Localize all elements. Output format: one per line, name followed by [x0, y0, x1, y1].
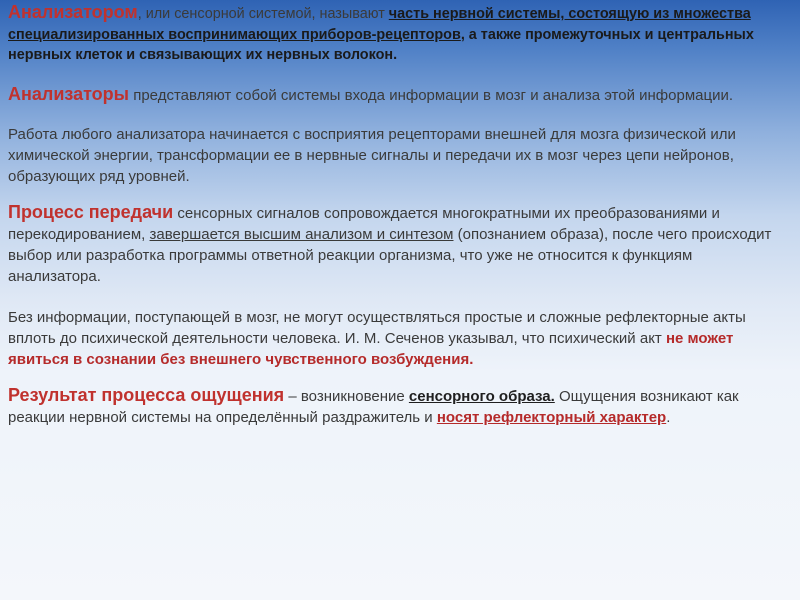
term-analyzers: Анализаторы	[8, 83, 130, 104]
result-emphasis: носят рефлекторный характер	[436, 408, 667, 426]
definition-text-1: , или сенсорной системой, называют	[137, 6, 389, 22]
analyzers-paragraph	[8, 84, 786, 106]
transmission-text-1: сенсорных сигналов сопровождается многократными их преобразованиями и перекодированием,	[8, 204, 720, 243]
sechenov-paragraph	[8, 307, 786, 370]
analyzer-work-paragraph	[8, 124, 786, 187]
definition-text-2: , а также промежуточных и центральных нервных клеток и связывающих их нервных волокон.	[8, 26, 754, 63]
result-paragraph	[8, 385, 786, 428]
transmission-underlined: завершается высшим анализом и синтезом	[149, 225, 454, 243]
analyzers-text: представляют собой системы входа информации в мозг и анализа этой информации.	[129, 86, 734, 104]
term-analyzer: Анализатором	[8, 2, 138, 22]
analyzer-work-text: Работа любого анализатора начинается с восприятия рецепторами внешней для мозга физической или химической энергии, трансформации ее в нервные сигналы и передачи их в мозг через цепи нейронов, образующих ряд уровней.	[8, 125, 736, 185]
definition-underlined: часть нервной системы, состоящую из множества специализированных воспринимающих приборов-рецепторов	[8, 6, 751, 43]
sechenov-text: Без информации, поступающей в мозг, не могут осуществляться простые и сложные рефлекторные акты вплоть до психической деятельности человека. И. М. Сеченов указывал, что психический акт	[8, 308, 746, 347]
result-text-1: – возникновение	[284, 387, 409, 405]
term-result: Результат процесса ощущения	[8, 384, 285, 405]
transmission-paragraph	[8, 202, 786, 287]
transmission-text-2: (опознанием образа), после чего происходит выбор или разработка программы ответной реакции организма, что уже не относится к функциям анализатора.	[8, 225, 772, 285]
sechenov-emphasis: не может явиться в сознании без внешнего чувственного возбуждения.	[8, 329, 734, 368]
result-text-3: .	[666, 408, 671, 426]
result-text-2: Ощущения возникают как реакции нервной системы на определённый раздражитель и	[8, 387, 739, 426]
definition-paragraph	[8, 2, 786, 66]
term-transmission: Процесс передачи	[8, 201, 174, 222]
result-underlined: сенсорного образа.	[408, 387, 555, 405]
